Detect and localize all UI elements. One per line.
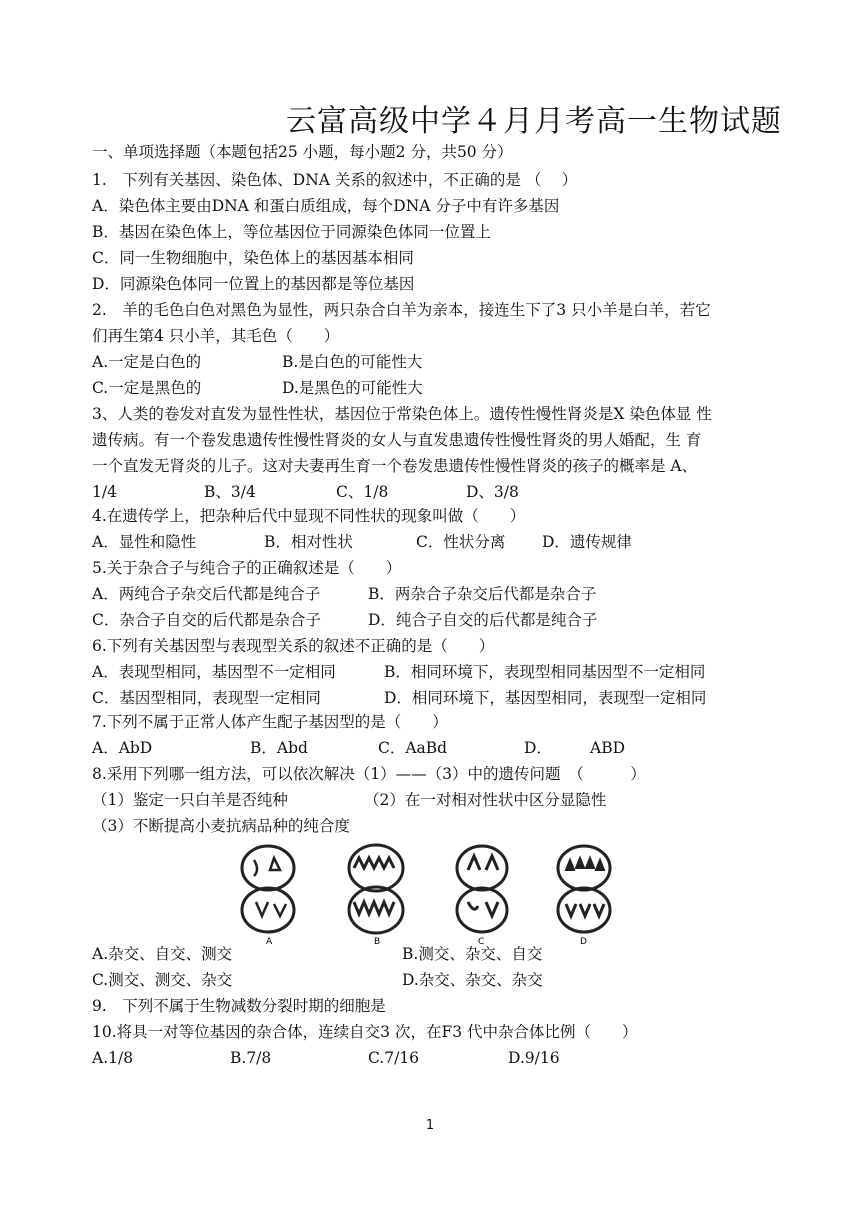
page-number: 1 — [425, 1118, 435, 1133]
q8-item-1: （1）鉴定一只白羊是否纯种 — [92, 791, 288, 809]
q8-stem: 8.采用下列哪一组方法，可以依次解决（1）——（3）中的遗传问题 （ ） — [92, 765, 646, 783]
q2-option-c: C.一定是黑色的 — [92, 379, 202, 397]
figure-label-b: B — [374, 937, 381, 947]
q6-option-c: C．基因型相同，表现型一定相同 — [92, 689, 321, 707]
cell-c — [457, 846, 507, 932]
q2-stem-line2: 们再生第4 只小羊，其毛色（ ） — [92, 327, 340, 345]
q7-option-b: B．Abd — [250, 739, 308, 757]
q3-stem-line2: 遗传病。有一个卷发患遗传性慢性肾炎的女人与直发患遗传性慢性肾炎的男人婚配，生 育 — [92, 431, 702, 449]
q10-option-d: D.9/16 — [508, 1049, 560, 1067]
page-title: 云富高级中学４月月考高一生物试题 — [286, 104, 782, 139]
q4-option-c: C．性状分离 — [416, 533, 506, 551]
q1-option-d: D．同源染色体同一位置上的基因都是等位基因 — [92, 275, 415, 293]
q5-option-c: C．杂合子自交的后代都是杂合子 — [92, 611, 321, 629]
q3-stem-line1: 3、人类的卷发对直发为显性性状，基因位于常染色体上。遗传性慢性肾炎是X 染色体显 性 — [92, 405, 712, 423]
q7-stem: 7.下列不属于正常人体产生配子基因型的是（ ） — [92, 713, 448, 731]
q10-option-c: C.7/16 — [368, 1049, 420, 1067]
q2-option-a: A.一定是白色的 — [92, 353, 202, 371]
cell-d — [558, 846, 610, 932]
q1-stem: 1. 下列有关基因、染色体、DNA 关系的叙述中，不正确的是 （ ） — [92, 171, 578, 189]
q7-option-c: C．AaBd — [378, 739, 448, 757]
q6-stem: 6.下列有关基因型与表现型关系的叙述不正确的是（ ） — [92, 637, 495, 655]
q6-option-d: D．相同环境下，基因型相同，表现型一定相同 — [384, 689, 707, 707]
q8-option-d: D.杂交、杂交、杂交 — [402, 971, 543, 989]
figure-label-a: A — [266, 937, 273, 947]
q4-option-a: A．显性和隐性 — [92, 533, 197, 551]
q3-option-c: C、1/8 — [336, 483, 389, 501]
q8-option-a: A.杂交、自交、测交 — [92, 945, 233, 963]
q9-stem: 9. 下列不属于生物减数分裂时期的细胞是 — [92, 997, 386, 1015]
q2-option-b: B.是白色的可能性大 — [282, 353, 423, 371]
q2-option-d: D.是黑色的可能性大 — [282, 379, 423, 397]
q7-option-d-value: ABD — [590, 739, 626, 757]
q3-option-d: D、3/8 — [466, 483, 519, 501]
q4-stem: 4.在遗传学上，把杂种后代中显现不同性状的现象叫做（ ） — [92, 507, 526, 525]
q10-stem: 10.将具一对等位基因的杂合体，连续自交3 次，在F3 代中杂合体比例（ ） — [92, 1023, 638, 1041]
q3-stem-line3: 一个直发无肾炎的儿子。这对夫妻再生育一个卷发患遗传性慢性肾炎的孩子的概率是 A、 — [92, 457, 698, 475]
q5-option-d: D．纯合子自交的后代都是纯合子 — [368, 611, 598, 629]
figure-label-d: D — [580, 937, 587, 947]
q3-option-a: 1/4 — [92, 483, 117, 501]
q6-option-a: A．表现型相同，基因型不一定相同 — [92, 663, 336, 681]
q1-option-b: B．基因在染色体上，等位基因位于同源染色体同一位置上 — [92, 223, 491, 241]
q7-option-d: D． — [524, 739, 552, 757]
q6-option-b: B．相同环境下，表现型相同基因型不一定相同 — [384, 663, 706, 681]
q4-option-b: B．相对性状 — [264, 533, 353, 551]
cell-b — [349, 845, 403, 933]
q1-option-c: C．同一生物细胞中，染色体上的基因基本相同 — [92, 249, 414, 267]
q5-stem: 5.关于杂合子与纯合子的正确叙述是（ ） — [92, 559, 402, 577]
q3-option-b: B、3/4 — [204, 483, 256, 501]
q10-option-a: A.1/8 — [92, 1049, 134, 1067]
q10-option-b: B.7/8 — [230, 1049, 272, 1067]
q8-item-3: （3）不断提高小麦抗病品种的纯合度 — [92, 817, 350, 835]
q5-option-b: B．两杂合子杂交后代都是杂合子 — [368, 585, 597, 603]
q7-option-a: A．AbD — [92, 739, 153, 757]
q5-option-a: A．两纯合子杂交后代都是纯合子 — [92, 585, 321, 603]
figure-label-c: C — [478, 937, 485, 947]
cell-division-figure — [232, 840, 652, 950]
cell-a — [242, 846, 294, 932]
q1-option-a: A．染色体主要由DNA 和蛋白质组成，每个DNA 分子中有许多基因 — [92, 197, 560, 215]
q2-stem-line1: 2. 羊的毛色白色对黑色为显性，两只杂合白羊为亲本，接连生下了3 只小羊是白羊，若它 — [92, 301, 711, 319]
section-heading: 一、单项选择题（本题包括25 小题，每小题2 分，共50 分） — [92, 143, 513, 161]
q8-option-b: B.测交、杂交、自交 — [402, 945, 543, 963]
q4-option-d: D．遗传规律 — [542, 533, 632, 551]
q8-option-c: C.测交、测交、杂交 — [92, 971, 233, 989]
q8-item-2: （2）在一对相对性状中区分显隐性 — [364, 791, 607, 809]
